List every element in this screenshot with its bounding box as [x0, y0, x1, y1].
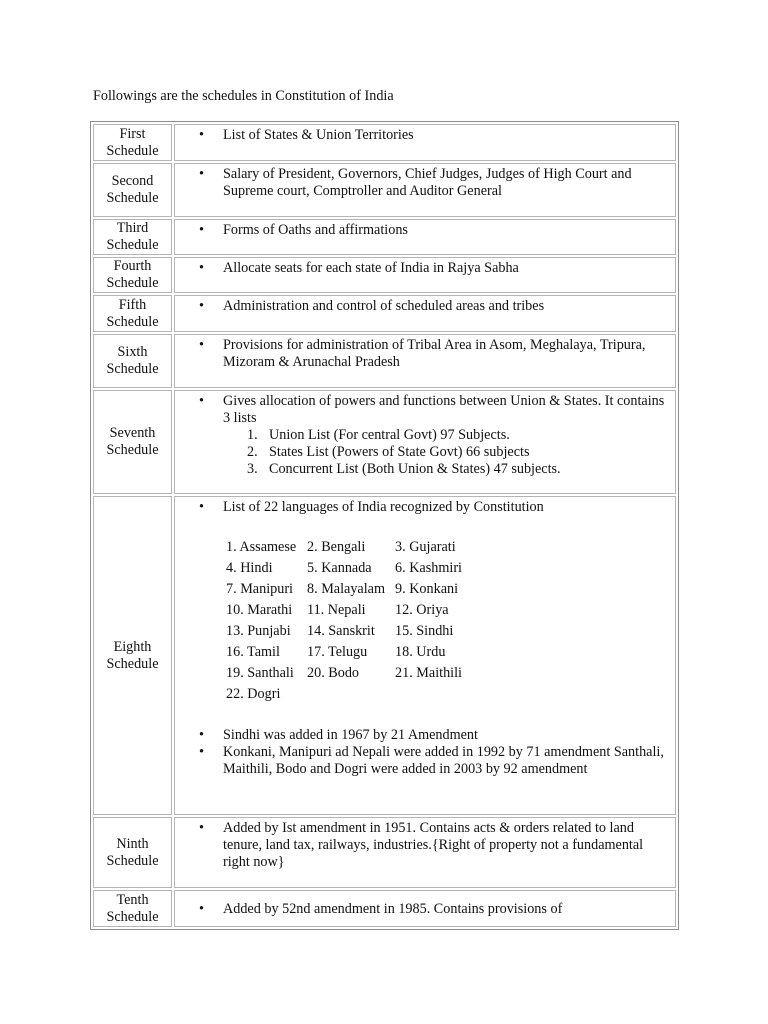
- schedule-row-fourth: [93, 257, 676, 293]
- language-cell: 2. Bengali: [307, 539, 366, 555]
- bullet-item: • Added by Ist amendment in 1951. Contains acts & orders related to land tenure, land tax, railways, industries.{Right of property not a fundamental right now}: [175, 820, 667, 871]
- bullet-item: • Salary of President, Governors, Chief Judges, Judges of High Court and Supreme court, Comptroller and Auditor General: [175, 166, 667, 200]
- schedule-name: Fifth Schedule: [106, 296, 159, 330]
- language-row: [226, 539, 479, 556]
- schedule-row-seventh: [93, 390, 676, 494]
- schedule-row-fifth: [93, 295, 676, 332]
- language-row: [226, 686, 479, 703]
- schedule-name: Sixth Schedule: [106, 344, 159, 377]
- language-row: [226, 644, 479, 661]
- bullet-item: • Konkani, Manipuri ad Nepali were added in 1992 by 71 amendment Santhali, Maithili, Bodo and Dogri were added in 2003 by 92 amendment: [175, 744, 667, 778]
- bullet-item: • List of States & Union Territories: [175, 127, 667, 144]
- bullet-item: • Gives allocation of powers and functions between Union & States. It contains 3 lists 1. Union List (For central Govt) 97 Subjects. 2. States List (Powers of State Govt) 66 subjects 3. Concurrent List (Both Union & States) 47 subjects.: [175, 393, 667, 478]
- language-cell: 13. Punjabi: [226, 623, 291, 639]
- schedule-row-second: [93, 163, 676, 217]
- language-cell: 21. Maithili: [395, 665, 462, 681]
- language-cell: 14. Sanskrit: [307, 623, 375, 639]
- languages-table: [225, 535, 480, 707]
- schedule-row-ninth: [93, 817, 676, 888]
- schedule-row-eighth: [93, 496, 676, 815]
- language-cell: 10. Marathi: [226, 602, 293, 618]
- schedule-name: Fourth Schedule: [106, 258, 159, 291]
- language-cell: 1. Assamese: [226, 539, 297, 555]
- schedule-name: Second Schedule: [106, 173, 159, 206]
- language-row: [226, 665, 479, 682]
- list-item: 3. Concurrent List (Both Union & States) 47 subjects.: [247, 461, 561, 477]
- schedule-name: Ninth Schedule: [106, 835, 159, 869]
- bullet-item: • Provisions for administration of Tribal Area in Asom, Meghalaya, Tripura, Mizoram & Arunachal Pradesh: [175, 337, 667, 371]
- language-row: [226, 560, 479, 577]
- language-cell: 12. Oriya: [395, 602, 449, 618]
- schedule-name: Eighth Schedule: [106, 638, 159, 672]
- list-item: 2. States List (Powers of State Govt) 66 subjects: [247, 444, 530, 460]
- language-cell: 15. Sindhi: [395, 623, 454, 639]
- language-cell: 9. Konkani: [395, 581, 459, 597]
- language-row: [226, 602, 479, 619]
- schedule-name: Tenth Schedule: [106, 891, 159, 925]
- language-cell: 19. Santhali: [226, 665, 294, 681]
- language-cell: 18. Urdu: [395, 644, 446, 660]
- bullet-item: • List of 22 languages of India recognized by Constitution: [175, 499, 667, 516]
- language-cell: 8. Malayalam: [307, 581, 386, 597]
- language-cell: 20. Bodo: [307, 665, 360, 681]
- language-row: [226, 581, 479, 598]
- bullet-item: • Sindhi was added in 1967 by 21 Amendment: [175, 727, 667, 744]
- language-cell: 16. Tamil: [226, 644, 280, 660]
- language-cell: 11. Nepali: [307, 602, 366, 618]
- list-item: 1. Union List (For central Govt) 97 Subjects.: [247, 427, 510, 443]
- schedule-name: Third Schedule: [106, 220, 159, 253]
- schedule-row-third: [93, 219, 676, 255]
- language-cell: 22. Dogri: [226, 686, 281, 702]
- language-cell: 4. Hindi: [226, 560, 273, 576]
- schedule-name: Seventh Schedule: [106, 425, 159, 458]
- language-cell: 7. Manipuri: [226, 581, 293, 597]
- bullet-item: • Forms of Oaths and affirmations: [175, 222, 667, 239]
- bullet-item: • Allocate seats for each state of India in Rajya Sabha: [175, 260, 667, 277]
- schedule-row-first: [93, 124, 676, 161]
- language-cell: 5. Kannada: [307, 560, 372, 576]
- schedule-row-sixth: [93, 334, 676, 388]
- schedules-table: [90, 121, 679, 930]
- language-row: [226, 623, 479, 640]
- bullet-item: • Added by 52nd amendment in 1985. Contains provisions of: [175, 901, 562, 918]
- schedule-row-tenth: [93, 890, 676, 927]
- intro-text: Followings are the schedules in Constitution of India: [93, 88, 394, 104]
- union-state-lists: [223, 427, 667, 478]
- language-cell: 6. Kashmiri: [395, 560, 462, 576]
- language-cell: 17. Telugu: [307, 644, 368, 660]
- schedule-name: First Schedule: [106, 125, 159, 159]
- language-cell: 3. Gujarati: [395, 539, 456, 555]
- bullet-item: • Administration and control of scheduled areas and tribes: [175, 298, 667, 315]
